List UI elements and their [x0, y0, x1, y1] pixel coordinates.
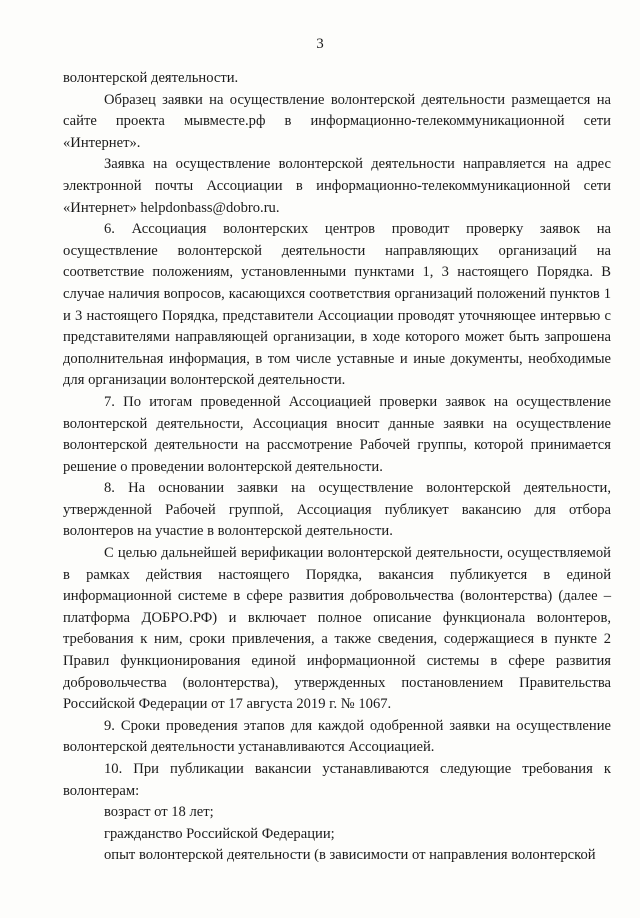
paragraph-item-9: 9. Сроки проведения этапов для каждой одобренной заявки на осуществление волонтерской деятельности устанавливаются Ассоциацией.	[63, 717, 611, 756]
paragraph-item-7: 7. По итогам проведенной Ассоциацией проверки заявок на осуществление волонтерской деятельности, Ассоциация вносит данные заявки на осуществление волонтерской деятельности на рассмотрение Рабочей группы, которой принимается решение о проведении волонтерской деятельности.	[63, 393, 611, 475]
document-body	[63, 68, 611, 867]
requirement-age: возраст от 18 лет;	[104, 804, 214, 821]
paragraph-item-6: 6. Ассоциация волонтерских центров проводит проверку заявок на осуществление волонтерской деятельности направляющих организаций на соответствие положениям, установленными пунктами 1, 3 настоящего Порядка. В случае наличия вопросов, касающихся соответствия организаций положений пунктов 1 и 3 настоящего Порядка, представители Ассоциации проводят уточняющее интервью с представителями направляющей организации, в ходе которого может быть запрошена дополнительная информация, в том числе уставные и иные документы, необходимые для организации волонтерской деятельности.	[63, 221, 611, 389]
requirement-citizenship: гражданство Российской Федерации;	[104, 825, 335, 842]
paragraph-sample-application: Образец заявки на осуществление волонтерской деятельности размещается на сайте проекта мывместе.рф в информационно-телекоммуникационной сети «Интернет».	[63, 91, 611, 151]
paragraph-item-8: 8. На основании заявки на осуществление волонтерской деятельности, утвержденной Рабочей группой, Ассоциация публикует вакансию для отбора волонтеров на участие в волонтерской деятельности.	[63, 480, 611, 540]
paragraph-application-email: Заявка на осуществление волонтерской деятельности направляется на адрес электронной почты Ассоциации в информационно-телекоммуникационной сети «Интернет» helpdonbass@dobro.ru.	[63, 156, 611, 216]
paragraph-continuation: волонтерской деятельности.	[63, 70, 239, 86]
paragraph-verification: С целью дальнейшей верификации волонтерской деятельности, осуществляемой в рамках действия настоящего Порядка, вакансия публикуется в единой информационной системе в сфере развития добровольчества (волонтерства) (далее – платформа ДОБРО.РФ) и включает полное описание функционала волонтеров, требования к ним, сроки привлечения, а также сведения, содержащиеся в пункте 2 Правил функционирования единой информационной системы в сфере развития добровольчества (волонтерства), утвержденных постановлением Правительства Российской Федерации от 17 августа 2019 г. № 1067.	[63, 545, 611, 713]
paragraph-item-10: 10. При публикации вакансии устанавливаются следующие требования к волонтерам:	[63, 761, 611, 799]
page-number: 3	[316, 36, 324, 52]
requirement-experience: опыт волонтерской деятельности (в зависимости от направления волонтерской	[104, 847, 596, 864]
